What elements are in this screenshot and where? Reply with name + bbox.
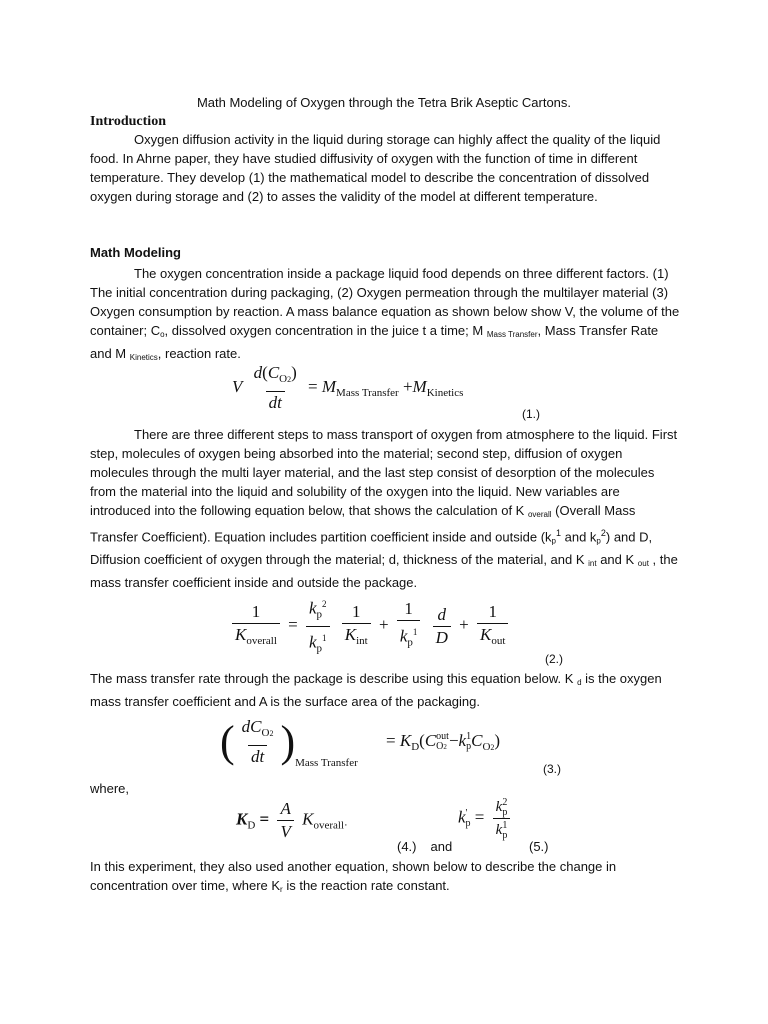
eq-numerator: 1 bbox=[352, 601, 361, 621]
eq-sup: out bbox=[436, 731, 449, 742]
eq-sub: p bbox=[502, 806, 508, 818]
eq-denominator bbox=[342, 623, 371, 652]
equation-1-label: (1.) bbox=[522, 407, 540, 421]
eq-symbol: k bbox=[495, 799, 503, 815]
eq-sup: ' bbox=[465, 807, 468, 819]
eq-supsub bbox=[502, 821, 507, 841]
eq-sub: p bbox=[316, 608, 323, 621]
subscript: d bbox=[577, 678, 582, 687]
eq-symbol: K bbox=[344, 624, 357, 644]
eq-operator: = bbox=[288, 615, 298, 635]
text-run: and k bbox=[561, 529, 597, 545]
document-title: Math Modeling of Oxygen through the Tetra Brik Aseptic Cartons. bbox=[196, 95, 572, 110]
eq-sub-text: O bbox=[482, 740, 491, 753]
superscript: 1 bbox=[555, 528, 561, 538]
eq-operator: = bbox=[259, 809, 270, 829]
eq4-number: (4.) bbox=[397, 839, 417, 854]
subscript: p bbox=[551, 536, 556, 546]
eq-symbol: k bbox=[458, 730, 467, 750]
eq-symbol: k bbox=[495, 822, 503, 838]
eq-fraction bbox=[493, 796, 511, 841]
eq-numerator: $d(C_{O2})$ bbox=[253, 363, 297, 385]
eq-numerator bbox=[493, 796, 511, 818]
eq-sub: D bbox=[247, 819, 256, 832]
subscript: Kinetics bbox=[129, 353, 158, 362]
eq-fraction bbox=[397, 598, 421, 654]
eq-denominator: V bbox=[277, 820, 293, 843]
eq-sub: Kinetics bbox=[426, 386, 464, 399]
subscript: out bbox=[637, 559, 649, 569]
eq-sup: 1 bbox=[412, 627, 418, 638]
eq-fraction bbox=[306, 593, 330, 659]
eq-symbol: M bbox=[412, 376, 427, 396]
eq-denominator bbox=[493, 818, 511, 841]
eq-operator: − bbox=[448, 730, 459, 750]
eq-sub: int bbox=[356, 634, 368, 647]
eq-symbol: K bbox=[236, 809, 248, 829]
eq-symbol: K bbox=[399, 730, 412, 750]
eq-sub: p bbox=[466, 741, 472, 752]
eq-sup: 1 bbox=[502, 819, 508, 831]
eq-sub: out bbox=[491, 634, 506, 647]
eq-sub: overall bbox=[246, 634, 277, 647]
eq-numerator: 1 bbox=[251, 601, 261, 621]
eq-paren: ( bbox=[220, 717, 235, 766]
equation-4-label bbox=[397, 839, 452, 854]
eq-fraction bbox=[433, 604, 451, 649]
text-run: The mass transfer rate through the package is describe using this equation below. K bbox=[90, 671, 578, 686]
and-word: and bbox=[430, 839, 453, 854]
equation-2 bbox=[228, 593, 512, 659]
text-run: is the reaction rate constant. bbox=[282, 878, 450, 893]
equation-2-label: (2.) bbox=[545, 652, 563, 666]
eq-sup: 2 bbox=[322, 599, 327, 609]
eq-numerator: 1 bbox=[488, 601, 497, 621]
eq-symbol: dC bbox=[241, 717, 262, 736]
eq-sub bbox=[279, 373, 291, 385]
text-run: is the oxygen mass transfer coefficient and A is the surface area of the packaging. bbox=[90, 671, 662, 709]
eq-symbol: K bbox=[302, 809, 314, 829]
eq-fraction bbox=[232, 601, 280, 652]
eq-symbol: V bbox=[232, 376, 243, 396]
eq-symbol: C bbox=[267, 363, 280, 382]
subscript: o bbox=[160, 330, 165, 339]
eq-numerator: d bbox=[437, 604, 447, 624]
eq-sub: p bbox=[502, 829, 508, 841]
eq-symbol: k bbox=[458, 807, 466, 827]
eq-symbol: d bbox=[253, 363, 263, 382]
eq-denominator bbox=[477, 623, 508, 652]
eq-denominator bbox=[306, 626, 330, 660]
eq-denominator: dt bbox=[266, 391, 285, 414]
text-run: , Mass Transfer Rate and M bbox=[90, 323, 659, 361]
eq-denominator bbox=[397, 620, 421, 654]
text-run: , reaction rate. bbox=[157, 346, 241, 361]
math-modeling-heading: Math Modeling bbox=[90, 245, 181, 260]
eq-sub: D bbox=[411, 740, 420, 753]
eq-sub: p bbox=[316, 642, 323, 655]
introduction-heading: Introduction bbox=[90, 114, 166, 129]
eq-symbol: k bbox=[308, 598, 317, 618]
text-run: In this experiment, they also used another equation, shown below to describe the change in concentration over time, where K bbox=[90, 859, 617, 893]
eq-symbol: K bbox=[480, 624, 492, 644]
eq-sub-text: 2 bbox=[269, 729, 274, 738]
eq-fraction bbox=[251, 362, 300, 414]
eq-paren: ) bbox=[280, 717, 296, 766]
math-paragraph-1 bbox=[90, 264, 680, 367]
eq-supsub bbox=[502, 798, 507, 818]
eq-symbol: C bbox=[424, 730, 437, 750]
eq-operator: = bbox=[308, 376, 318, 396]
equation-1 bbox=[232, 362, 463, 414]
where-label: where, bbox=[90, 781, 130, 796]
eq-supsub bbox=[436, 732, 449, 752]
equation-3-label: (3.) bbox=[543, 762, 561, 776]
subscript: Mass Transfer bbox=[486, 330, 538, 339]
eq-fraction bbox=[342, 601, 371, 652]
eq-denominator bbox=[232, 623, 280, 652]
eq-sub-text: O bbox=[436, 741, 444, 752]
text-run: (Overall Mass Transfer Coefficient). Equation includes partition coefficient inside and outside (k bbox=[90, 503, 636, 545]
eq-sub-text: 2 bbox=[287, 375, 292, 384]
eq-denominator: D bbox=[433, 626, 451, 649]
equation-4 bbox=[236, 798, 348, 843]
math-paragraph-2 bbox=[90, 425, 680, 592]
eq-sub-text: 2 bbox=[490, 742, 495, 752]
eq-supsub bbox=[466, 809, 471, 829]
text-run: , dissolved oxygen concentration in the juice t a time; M bbox=[164, 323, 487, 338]
eq-symbol: C bbox=[471, 730, 483, 750]
eq-symbol: k bbox=[308, 632, 317, 652]
eq-symbol: K bbox=[235, 624, 247, 644]
eq-numerator: 1 bbox=[404, 599, 413, 619]
eq-sub-text: O bbox=[279, 373, 288, 385]
equation-3: ( $\frac{dC_{O2}}{dt}$ )$_{Mass Transfer} = K_D(C$ out O2 −k 1 p $C_{O2}$) bbox=[220, 717, 501, 769]
text-run: ) and D, Diffusion coefficient of oxygen through the material; d, thickness of the material, and K bbox=[90, 529, 653, 568]
superscript: 2 bbox=[600, 528, 606, 538]
eq-sub: Mass Transfer bbox=[295, 756, 358, 769]
math-paragraph-4 bbox=[90, 857, 680, 899]
eq-numerator bbox=[239, 716, 277, 745]
eq-sub bbox=[482, 741, 494, 753]
eq-sup: 2 bbox=[502, 796, 508, 808]
eq-sub: p bbox=[465, 817, 471, 829]
eq-sup: 1 bbox=[466, 731, 472, 742]
introduction-paragraph bbox=[90, 130, 680, 206]
text-run: and K bbox=[596, 552, 638, 568]
eq-sub-text: 2 bbox=[443, 743, 447, 751]
equation-5-label: (5.) bbox=[529, 839, 549, 854]
text-run: There are three different steps to mass transport of oxygen from atmosphere to the liquid. First step, molecules of oxygen being absorbed into the material; second step, diffusion of oxygen molecules through the multi layer material, and the last step consist of desorption of the molecules from the material into the liquid and solubility of the oxygen into the liquid. New variables are introduced into the following equation below, that shows the calculation of K bbox=[90, 427, 678, 518]
text-run: The oxygen concentration inside a package liquid food depends on three different factors. (1) The initial concentration during packaging, (2) Oxygen permeation through the multilayer material (3) Oxygen consumption by reaction. A mass balance equation as shown below show V, the volume of the container; C bbox=[90, 266, 680, 338]
eq-fraction bbox=[239, 716, 277, 768]
eq-operator: + bbox=[459, 615, 469, 635]
eq-operator: + bbox=[379, 615, 389, 635]
eq-sub-text: O bbox=[261, 727, 270, 739]
math-paragraph-3 bbox=[90, 669, 680, 711]
eq-sub: overall· bbox=[313, 819, 348, 832]
subscript: p bbox=[596, 536, 601, 546]
introduction-text: Oxygen diffusion activity in the liquid during storage can highly affect the quality of the liquid food. In Ahrne paper, they have studied diffusivity of oxygen with the function of time in different temperature. They develop (1) the mathematical model to describe the concentration of dissolved oxygen during storage and (2) to asses the validity of the model at different temperature. bbox=[90, 132, 661, 204]
eq-operator: = bbox=[386, 730, 396, 750]
text-run: , the mass transfer coefficient inside and outside the package. bbox=[90, 552, 678, 591]
subscript: overall bbox=[527, 510, 552, 519]
eq-symbol: k bbox=[399, 626, 408, 646]
eq-sub bbox=[262, 727, 274, 739]
equation-5 bbox=[458, 796, 514, 841]
eq-operator: + bbox=[402, 376, 413, 396]
eq-operator: = bbox=[474, 807, 485, 827]
eq-symbol: M bbox=[321, 376, 337, 396]
subscript: int bbox=[588, 559, 597, 569]
eq-sub bbox=[436, 742, 449, 752]
eq-sub: Mass Transfer bbox=[336, 386, 399, 399]
eq-fraction bbox=[277, 798, 293, 843]
eq-denominator: dt bbox=[248, 745, 267, 768]
eq-sub: p bbox=[407, 636, 413, 649]
subscript: r bbox=[280, 885, 283, 894]
eq-numerator bbox=[306, 593, 330, 626]
eq-numerator: A bbox=[280, 799, 291, 818]
eq-sup: 1 bbox=[322, 632, 327, 643]
eq-fraction bbox=[477, 601, 508, 652]
